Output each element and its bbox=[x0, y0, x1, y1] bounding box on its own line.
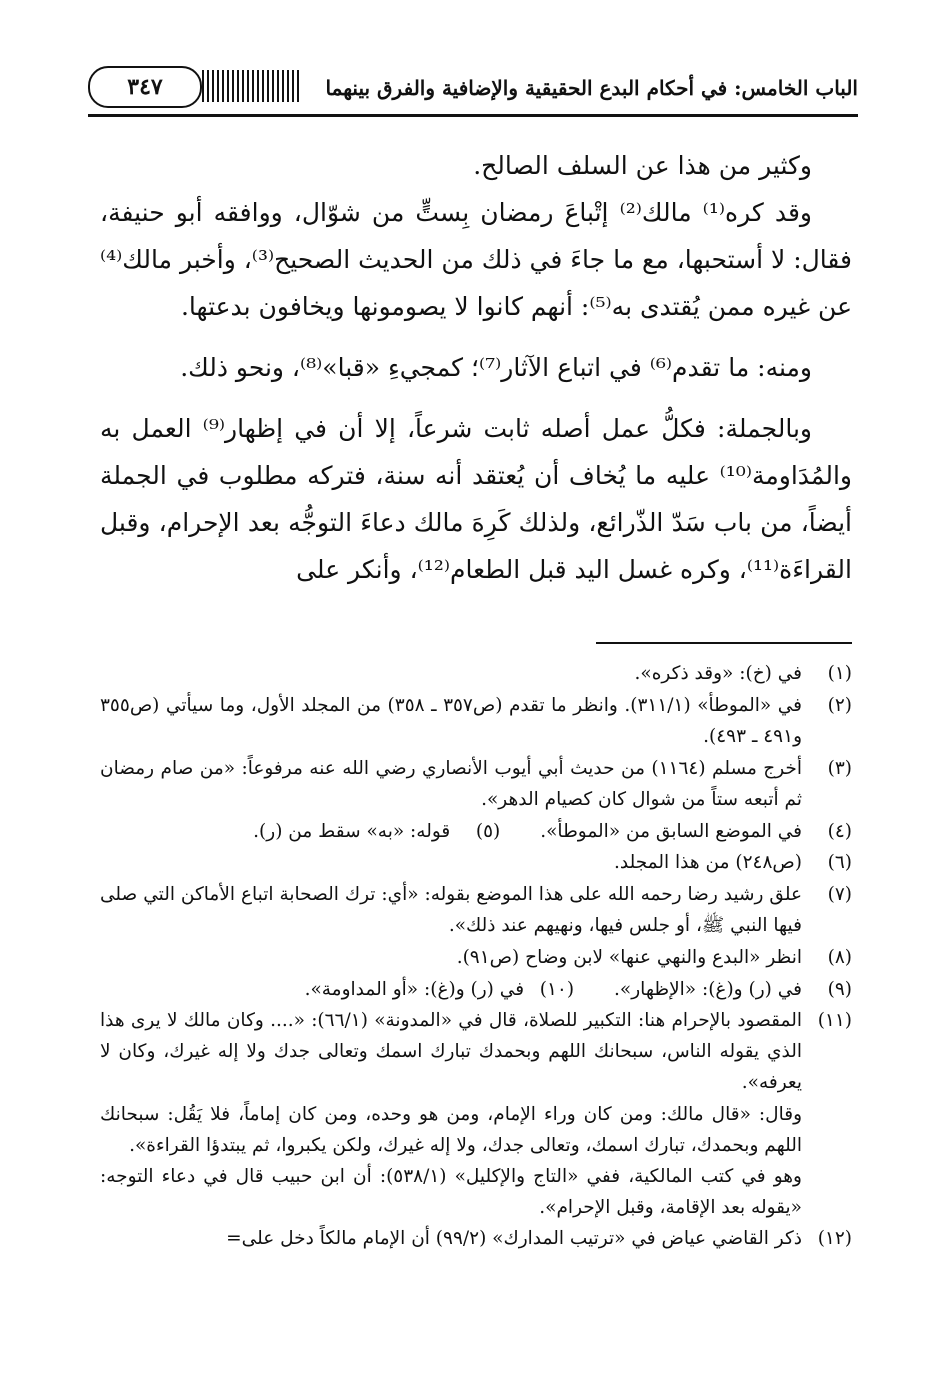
footnote-text: أخرج مسلم (١١٦٤) من حديث أبي أيوب الأنصاري رضي الله عنه مرفوعاً: «من صام رمضان ثم أتبعه ستاً من شوال كان كصيام الدهر». bbox=[100, 758, 802, 810]
main-text bbox=[100, 142, 852, 593]
footnote-number: (٧) bbox=[827, 884, 852, 905]
footnote-number: (٤) bbox=[827, 821, 852, 842]
footnote-number: (١) bbox=[827, 663, 852, 684]
header-rule bbox=[88, 114, 858, 117]
footnote bbox=[100, 1223, 852, 1254]
paragraph: وكثير من هذا عن السلف الصالح. bbox=[473, 151, 812, 180]
footnote-number: (١٢) bbox=[817, 1228, 852, 1249]
footnote bbox=[100, 753, 852, 815]
footnote-row bbox=[100, 816, 852, 847]
footnote-text: علق رشيد رضا رحمه الله على هذا الموضع بقوله: «أي: ترك الصحابة اتباع الأماكن التي صلى فيها النبي ﷺ، أو جلس فيها، ونهيهم عند ذلك». bbox=[100, 884, 802, 936]
page-number-badge bbox=[88, 66, 202, 108]
footnote-number: (٩) bbox=[827, 979, 852, 1000]
footnote-text: في (ر) و(غ): «الإظهار». bbox=[614, 979, 802, 1000]
footnote bbox=[100, 658, 852, 689]
footnote-continuation: وقال: «قال مالك: ومن كان وراء الإمام، ومن هو وحده، ومن كان إماماً، فلا يَقُل: سبحانك اللهم وبحمدك، تبارك اسمك، وتعالى جدك، ولا إله غيرك، ولكن يكبروا، ثم يبتدؤا القراءة». bbox=[100, 1104, 802, 1156]
footnote bbox=[100, 879, 852, 941]
footnote-text: ذكر القاضي عياض في «ترتيب المدارك» (٩٩/٢) أن الإمام مالكاً دخل على= bbox=[226, 1228, 802, 1249]
running-header bbox=[88, 62, 858, 114]
footnote-text: انظر «البدع والنهي عنها» لابن وضاح (ص٩١). bbox=[456, 947, 802, 968]
footnote-number: (٥) bbox=[475, 821, 501, 842]
paragraph: ومنه: ما تقدم⁽⁶⁾ في اتباع الآثار⁽⁷⁾؛ كمجيءِ «قبا»⁽⁸⁾، ونحو ذلك. bbox=[180, 353, 812, 382]
footnote-number: (١٠) bbox=[539, 979, 575, 1000]
footnote bbox=[100, 942, 852, 973]
footnote-text: في (ر) و(غ): «أو المداومة». bbox=[304, 979, 525, 1000]
footnote-text: في الموضع السابق من «الموطأ». bbox=[540, 821, 802, 842]
footnote-number: (٢) bbox=[827, 695, 852, 716]
footnotes bbox=[100, 658, 852, 1255]
footnote-separator bbox=[596, 642, 852, 644]
page-number: ٣٤٧ bbox=[127, 74, 163, 100]
chapter-title: الباب الخامس: في أحكام البدع الحقيقية والإضافية والفرق بينهما bbox=[325, 76, 858, 100]
footnote-number: (١١) bbox=[817, 1010, 852, 1031]
footnote-text: في «الموطأ» (٣١١/١). وانظر ما تقدم (ص٣٥٧ ـ ٣٥٨) من المجلد الأول، وما سيأتي (ص٣٥٥ و٤٩١ ـ ٤٩٣). bbox=[100, 695, 802, 747]
paragraph: وقد كره⁽¹⁾ مالك⁽²⁾ إتْباعَ رمضان بِستٍّ من شوّال، ووافقه أبو حنيفة، فقال: لا أستحبها، مع ما جاءَ في ذلك من الحديث الصحيح⁽³⁾، وأخبر مالك⁽⁴⁾ عن غيره ممن يُقتدى به⁽⁵⁾: أنهم كانوا لا يصومونها ويخافون بدعتها. bbox=[100, 198, 852, 321]
footnote-text: (ص٢٤٨) من هذا المجلد. bbox=[614, 852, 802, 873]
footnote bbox=[100, 690, 852, 752]
footnote-continuation: وهو في كتب المالكية، ففي «التاج والإكليل» (٥٣٨/١): أن ابن حبيب قال في دعاء التوجه: «يقوله بعد الإقامة، وقبل الإحرام». bbox=[100, 1166, 802, 1218]
footnote-text: قوله: «به» سقط من (ر). bbox=[253, 821, 451, 842]
paragraph: وبالجملة: فكلُّ عمل أصله ثابت شرعاً، إلا أن في إظهار⁽⁹⁾ العمل به والمُدَاومة⁽¹⁰⁾ عليه ما يُخاف أن يُعتقد أنه سنة، فتركه مطلوب في الجملة أيضاً، من باب سَدّ الذّرائع، ولذلك كَرِهَ مالك دعاءَ التوجُّه بعد الإحرام، وقبل القراءَة⁽¹¹⁾، وكره غسل اليد قبل الطعام⁽¹²⁾، وأنكر على bbox=[100, 414, 852, 584]
footnote bbox=[100, 1005, 852, 1098]
footnote bbox=[100, 847, 852, 878]
footnote-number: (٣) bbox=[827, 758, 852, 779]
footnote-number: (٨) bbox=[827, 947, 852, 968]
footnote-number: (٦) bbox=[827, 852, 852, 873]
footnote-text: في (خ): «وقد ذكره». bbox=[634, 663, 802, 684]
header-ornament bbox=[202, 70, 302, 102]
footnote-text: المقصود بالإحرام هنا: التكبير للصلاة، قال في «المدونة» (٦٦/١): «.... وكان مالك لا يرى هذا الذي يقوله الناس، سبحانك اللهم وبحمدك تبارك اسمك وتعالى جدك ولا إله غيرك، وكان لا يعرفه». bbox=[100, 1010, 802, 1093]
footnote-row bbox=[100, 974, 852, 1005]
